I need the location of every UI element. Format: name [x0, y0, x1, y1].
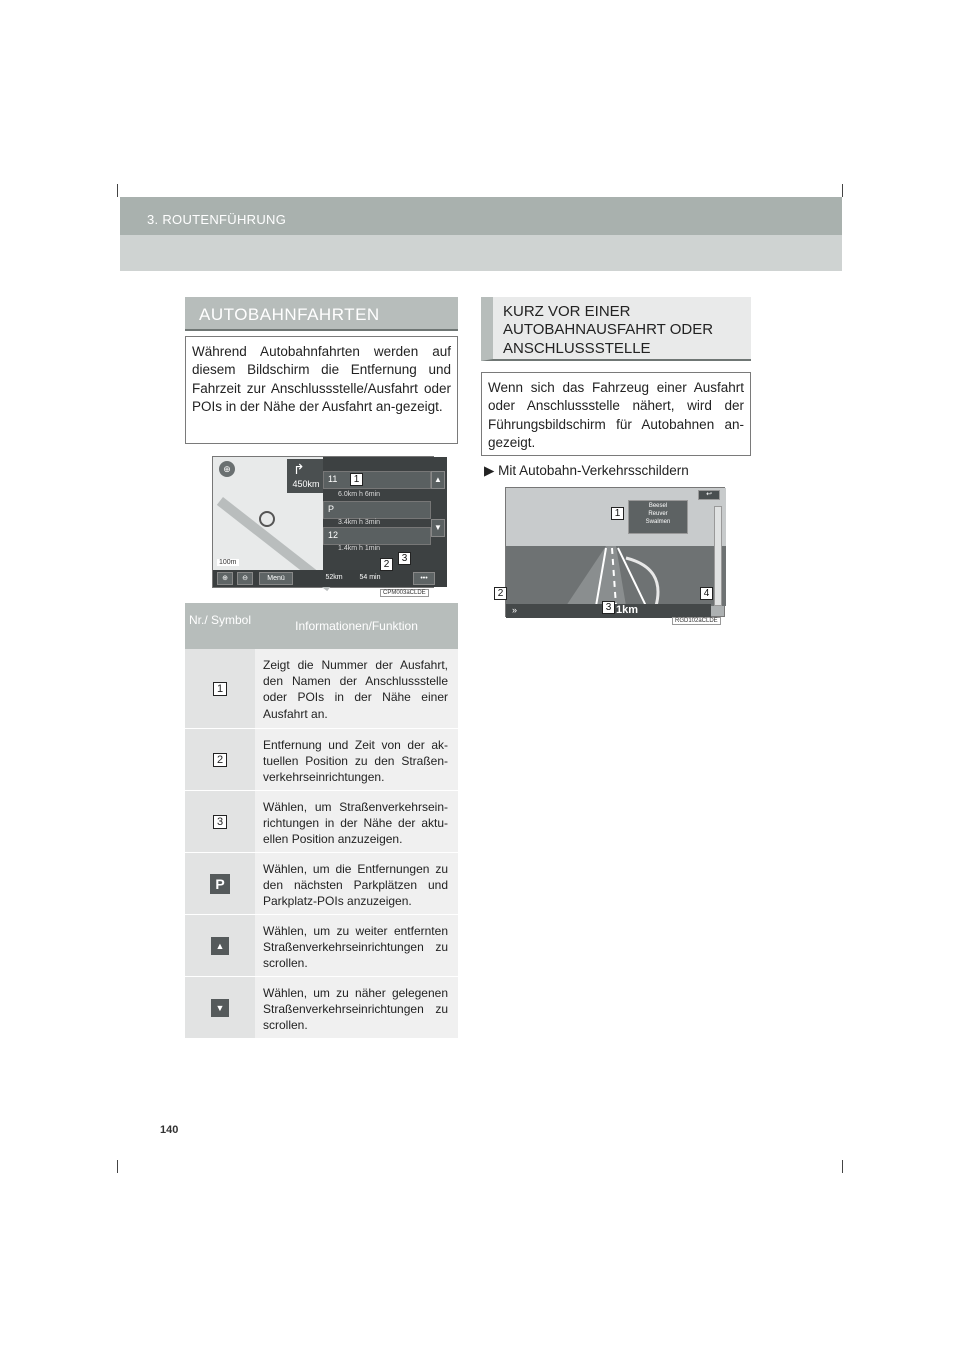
scroll-down-button[interactable]: ▼ — [431, 519, 445, 537]
crop-mark — [117, 1160, 118, 1173]
facility-row-sub: 3.4km h 3min — [338, 519, 381, 526]
bottom-distance: 52km — [325, 574, 343, 581]
distance-badge — [287, 459, 325, 493]
callout-4: 4 — [700, 587, 713, 600]
double-chevron-icon[interactable]: » — [512, 605, 518, 615]
number-1-icon: 1 — [213, 682, 227, 696]
crop-mark — [842, 1160, 843, 1173]
header-col-symbol: Nr./ Symbol — [188, 613, 251, 627]
facility-row-sub: 6.0km h 6min — [338, 491, 381, 498]
distance-top: 450km — [292, 479, 320, 489]
zoom-out-button[interactable]: ⊖ — [237, 572, 253, 585]
facility-row[interactable]: 11 — [323, 471, 431, 489]
number-3-icon: 3 — [213, 815, 227, 829]
callout-1: 1 — [611, 507, 624, 520]
callout-2: 2 — [380, 558, 393, 571]
distance-scale-bar — [714, 506, 722, 606]
facility-row[interactable]: 12 — [323, 527, 431, 545]
bullet-heading: ▶ Mit Autobahn-Verkehrsschildern — [484, 463, 689, 478]
facility-row-sub: 1.4km h 1min — [338, 545, 381, 552]
table-header — [185, 603, 458, 649]
table-cell: Wählen, um Straßenverkehrsein-richtungen in der Nähe der aktu-ellen Position anzuzeigen. — [263, 800, 448, 847]
info-table — [185, 603, 458, 1039]
callout-1: 1 — [350, 473, 363, 486]
page-number: 140 — [160, 1124, 179, 1136]
sign-line: Swalmen — [645, 518, 671, 525]
scale-label: 100m — [219, 559, 237, 566]
sign-line: Beesel — [648, 503, 668, 509]
table-row — [185, 729, 458, 791]
sign-line: Reuver — [648, 510, 668, 517]
parking-row[interactable]: P — [323, 501, 431, 519]
intro-box-right: Wenn sich das Fahrzeug einer Ausfahrt oder Anschlussstelle nähert, wird der Führungsbildschirm für Autobahnen an-gezeigt. — [481, 372, 751, 456]
header-col-info: Informationen/Funktion — [295, 619, 418, 633]
table-cell: Wählen, um zu weiter entfernten Straßenverkehrseinrichtungen zu scrollen. — [263, 924, 448, 971]
menu-button[interactable]: Menü — [259, 572, 293, 585]
bottom-time: 54 min — [359, 574, 381, 581]
scroll-down-icon: ▼ — [211, 999, 229, 1017]
callout-3: 3 — [602, 601, 615, 614]
table-cell: Zeigt die Nummer der Ausfahrt, den Namen der Anschlussstelle oder POIs in der Nähe einer Ausfahrt an. — [263, 658, 448, 721]
chapter-title: 3. ROUTENFÜHRUNG — [147, 212, 287, 227]
crop-mark — [117, 184, 118, 197]
arrow-icon: ↱ — [293, 461, 305, 477]
table-row — [185, 649, 458, 729]
nav-screen-highway — [212, 456, 442, 588]
callout-3: 3 — [398, 552, 411, 565]
section-title-exit: KURZ VOR EINER AUTOBAHNAUSFAHRT ODER ANSCHLUSSSTELLE — [481, 297, 751, 361]
table-row — [185, 853, 458, 915]
distance-to-exit: 1km — [616, 604, 639, 616]
highway-sign — [628, 500, 688, 534]
table-row — [185, 791, 458, 853]
zoom-in-button[interactable]: ⊕ — [217, 572, 233, 585]
scroll-up-icon: ▲ — [211, 937, 229, 955]
table-cell: Wählen, um die Entfernungen zu den nächsten Parkplätzen und Parkplatz-POIs anzuzeigen. — [263, 862, 448, 909]
parking-icon: P — [210, 874, 230, 894]
table-row — [185, 915, 458, 977]
number-2-icon: 2 — [213, 753, 227, 767]
image-caption: CPM003aCLDE — [380, 589, 429, 597]
more-button[interactable]: ••• — [413, 572, 435, 585]
intro-box-left: Während Autobahnfahrten werden auf diesem Bildschirm die Entfernung und Fahrzeit zur Anschlussstelle/Ausfahrt oder POIs in der Nähe der Ausfahrt an-gezeigt. — [185, 336, 458, 444]
table-cell: Wählen, um zu näher gelegenen Straßenverkehrseinrichtungen zu scrollen. — [263, 986, 448, 1033]
callout-2: 2 — [494, 587, 507, 600]
crop-mark — [842, 184, 843, 197]
image-caption: RGD102aCLDE — [672, 617, 721, 625]
table-cell: Entfernung und Zeit von der ak-tuellen Position zu den Straßen-verkehrseinrichtungen. — [263, 738, 448, 785]
back-button[interactable]: ↩ — [698, 490, 720, 500]
compass-icon[interactable]: ⊕ — [219, 461, 235, 477]
scroll-up-button[interactable]: ▲ — [431, 471, 445, 489]
position-marker-icon — [259, 511, 275, 527]
table-row — [185, 977, 458, 1039]
section-title-autobahnfahrten: AUTOBAHNFAHRTEN — [185, 297, 458, 331]
